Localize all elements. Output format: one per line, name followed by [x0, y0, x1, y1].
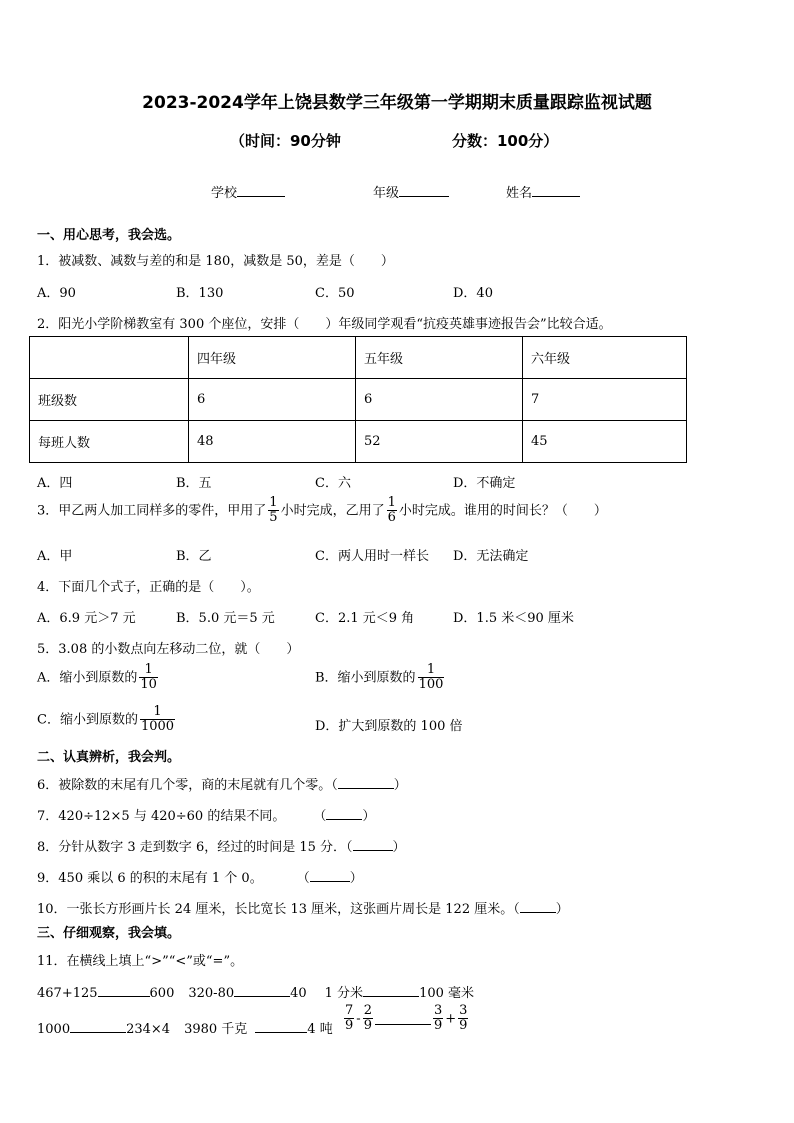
- school-field: [211, 182, 285, 201]
- q3-option-b[interactable]: B．乙: [176, 549, 212, 564]
- q11-fraction-compare: [342, 1004, 470, 1034]
- q4-option-a[interactable]: A．6.9 元＞7 元: [37, 611, 136, 626]
- expr: 467+125: [37, 986, 98, 1001]
- q5-b-fraction: [418, 663, 445, 693]
- fraction-numerator: 1: [153, 704, 162, 719]
- q4-option-b[interactable]: B．5.0 元＝5 元: [176, 611, 275, 626]
- answer-blank[interactable]: [326, 807, 362, 820]
- table-cell: 52: [356, 421, 523, 463]
- expr: 600: [149, 986, 175, 1001]
- fraction-numerator: 3: [433, 1003, 443, 1018]
- expr: 40: [290, 986, 307, 1001]
- fraction-denominator: 9: [345, 1018, 354, 1034]
- answer-blank[interactable]: [255, 1020, 307, 1033]
- section-3-heading: 三、仔细观察，我会填。: [37, 926, 181, 941]
- fraction-denominator: 6: [387, 510, 396, 526]
- question-2: 2．阳光小学阶梯教室有 300 个座位，安排（ ）年级同学观看“抗疫英雄事迹报告会”比较合适。: [37, 317, 612, 332]
- expr: 320-80: [188, 986, 235, 1001]
- table-cell: 6: [356, 379, 523, 421]
- question-11: 11．在横线上填上“>”“<”或“=”。: [37, 954, 244, 969]
- q2-option-c[interactable]: C．六: [315, 476, 351, 491]
- fraction-denominator: 5: [269, 510, 278, 526]
- fraction: [344, 1004, 354, 1034]
- question-7: [37, 805, 375, 824]
- question-10: [37, 898, 569, 917]
- question-4: 4．下面几个式子，正确的是（ ）。: [37, 580, 260, 595]
- q3-text-mid: 小时完成，乙用了: [280, 503, 385, 519]
- table-cell: 五年级: [356, 337, 523, 379]
- table-cell: 45: [523, 421, 687, 463]
- table-row: [30, 421, 687, 463]
- score-label: 分数：100分）: [452, 132, 559, 150]
- close-paren: ）: [362, 809, 376, 824]
- fraction-denominator: 1000: [140, 719, 175, 735]
- answer-blank[interactable]: [98, 984, 150, 997]
- answer-blank[interactable]: [338, 776, 394, 789]
- q11-row-2: [37, 1018, 333, 1037]
- fraction-numerator: 3: [459, 1003, 468, 1018]
- table-cell: 7: [523, 379, 687, 421]
- close-paren: ）: [393, 778, 407, 793]
- table-cell: 每班人数: [30, 421, 189, 463]
- q3-fraction-2: [387, 496, 397, 526]
- q5-option-c[interactable]: [37, 705, 177, 735]
- table-cell: 六年级: [523, 337, 687, 379]
- fraction-denominator: 9: [363, 1018, 372, 1034]
- expr: 3980 千克: [184, 1022, 248, 1037]
- grade-field: [373, 182, 449, 201]
- expr: 100 毫米: [419, 986, 475, 1001]
- q4-option-c[interactable]: C．2.1 元＜9 角: [315, 611, 415, 626]
- fraction-numerator: 2: [363, 1003, 372, 1018]
- answer-blank[interactable]: [70, 1020, 126, 1033]
- open-paren: （: [313, 809, 327, 824]
- fraction-denominator: 9: [459, 1018, 468, 1034]
- close-paren: ）: [392, 840, 406, 855]
- q2-option-d[interactable]: D．不确定: [453, 476, 516, 491]
- grade-blank[interactable]: [399, 184, 449, 197]
- expr: 1000: [37, 1022, 71, 1037]
- q4-option-d[interactable]: D．1.5 米＜90 厘米: [453, 611, 574, 626]
- q3-fraction-1: [268, 496, 278, 526]
- table-row: [30, 379, 687, 421]
- question-8: [37, 836, 406, 855]
- time-label: （时间：90分钟: [230, 132, 341, 150]
- section-1-heading: 一、用心思考，我会选。: [37, 228, 181, 243]
- q3-option-a[interactable]: A．甲: [37, 549, 73, 564]
- question-text: 7．420÷12×5 与 420÷60 的结果不同。: [37, 809, 286, 824]
- table-cell: [30, 337, 189, 379]
- expr: 1 分米: [324, 986, 364, 1001]
- question-1: 1．被减数、减数与差的和是 180，减数是 50，差是（ ）: [37, 254, 394, 269]
- question-6: [37, 774, 407, 793]
- fraction-numerator: 7: [345, 1003, 354, 1018]
- q5-option-a[interactable]: [37, 663, 160, 693]
- q1-option-d[interactable]: D．40: [453, 286, 493, 301]
- question-text: 8．分针从数字 3 走到数字 6，经过的时间是 15 分．（: [37, 840, 353, 855]
- fraction-denominator: 100: [418, 677, 444, 693]
- name-label: 姓名: [506, 186, 533, 201]
- operator: -: [356, 1011, 361, 1027]
- school-blank[interactable]: [237, 184, 285, 197]
- q1-option-a[interactable]: A．90: [37, 286, 76, 301]
- q2-option-b[interactable]: B．五: [176, 476, 212, 491]
- fraction: [363, 1004, 373, 1034]
- q5-a-fraction: [139, 663, 158, 693]
- answer-blank[interactable]: [363, 984, 419, 997]
- q2-option-a[interactable]: A．四: [37, 476, 73, 491]
- table-cell: 6: [189, 379, 356, 421]
- q11-row-1: [37, 982, 474, 1001]
- answer-blank[interactable]: [375, 1012, 431, 1025]
- answer-blank[interactable]: [310, 869, 350, 882]
- question-3: [37, 496, 607, 526]
- expr: 234×4: [126, 1022, 171, 1037]
- q1-option-c[interactable]: C．50: [315, 286, 355, 301]
- table-cell: 48: [189, 421, 356, 463]
- option-text: B．缩小到原数的: [315, 670, 416, 686]
- question-text: 10．一张长方形画片长 24 厘米，长比宽长 13 厘米，这张画片周长是 122 厘米。（: [37, 902, 520, 917]
- q3-option-c[interactable]: C．两人用时一样长: [315, 549, 429, 564]
- q3-text-pre: 3．甲乙两人加工同样多的零件，甲用了: [37, 503, 267, 519]
- fraction-numerator: 1: [269, 495, 278, 510]
- fraction-denominator: 9: [433, 1018, 443, 1034]
- option-text: A．缩小到原数的: [37, 670, 138, 686]
- question-5: 5．3.08 的小数点向左移动二位，就（ ）: [37, 642, 300, 657]
- fraction-numerator: 1: [387, 495, 396, 510]
- table-cell: 班级数: [30, 379, 189, 421]
- table-cell: 四年级: [189, 337, 356, 379]
- close-paren: ）: [349, 871, 363, 886]
- q3-option-d[interactable]: D．无法确定: [453, 549, 529, 564]
- answer-blank[interactable]: [520, 900, 556, 913]
- q5-c-fraction: [140, 705, 175, 735]
- fraction: [458, 1004, 468, 1034]
- question-text: 6．被除数的末尾有几个零，商的末尾就有几个零。（: [37, 778, 338, 793]
- school-label: 学校: [211, 186, 238, 201]
- section-2-heading: 二、认真辨析，我会判。: [37, 750, 181, 765]
- q3-text-post: 小时完成。谁用的时间长？（ ）: [398, 503, 607, 519]
- name-blank[interactable]: [532, 184, 580, 197]
- q5-option-d[interactable]: D．扩大到原数的 100 倍: [315, 719, 463, 734]
- page-title: 2023-2024学年上饶县数学三年级第一学期期末质量跟踪监视试题: [142, 93, 652, 113]
- open-paren: （: [296, 871, 310, 886]
- q1-option-b[interactable]: B．130: [176, 286, 224, 301]
- q5-option-b[interactable]: [315, 663, 446, 693]
- operator: +: [445, 1011, 457, 1027]
- fraction-numerator: 1: [426, 662, 436, 677]
- expr: 4 吨: [307, 1022, 333, 1037]
- close-paren: ）: [555, 902, 569, 917]
- name-field: [506, 182, 580, 201]
- grade-label: 年级: [373, 186, 400, 201]
- fraction-denominator: 10: [140, 677, 157, 693]
- grade-table: [29, 336, 687, 463]
- question-text: 9．450 乘以 6 的积的末尾有 1 个 0。: [37, 871, 263, 886]
- question-9: [37, 867, 363, 886]
- table-row: [30, 337, 687, 379]
- fraction: [433, 1004, 443, 1034]
- fraction-numerator: 1: [144, 662, 153, 677]
- option-text: C．缩小到原数的: [37, 712, 138, 728]
- answer-blank[interactable]: [234, 984, 290, 997]
- answer-blank[interactable]: [353, 838, 393, 851]
